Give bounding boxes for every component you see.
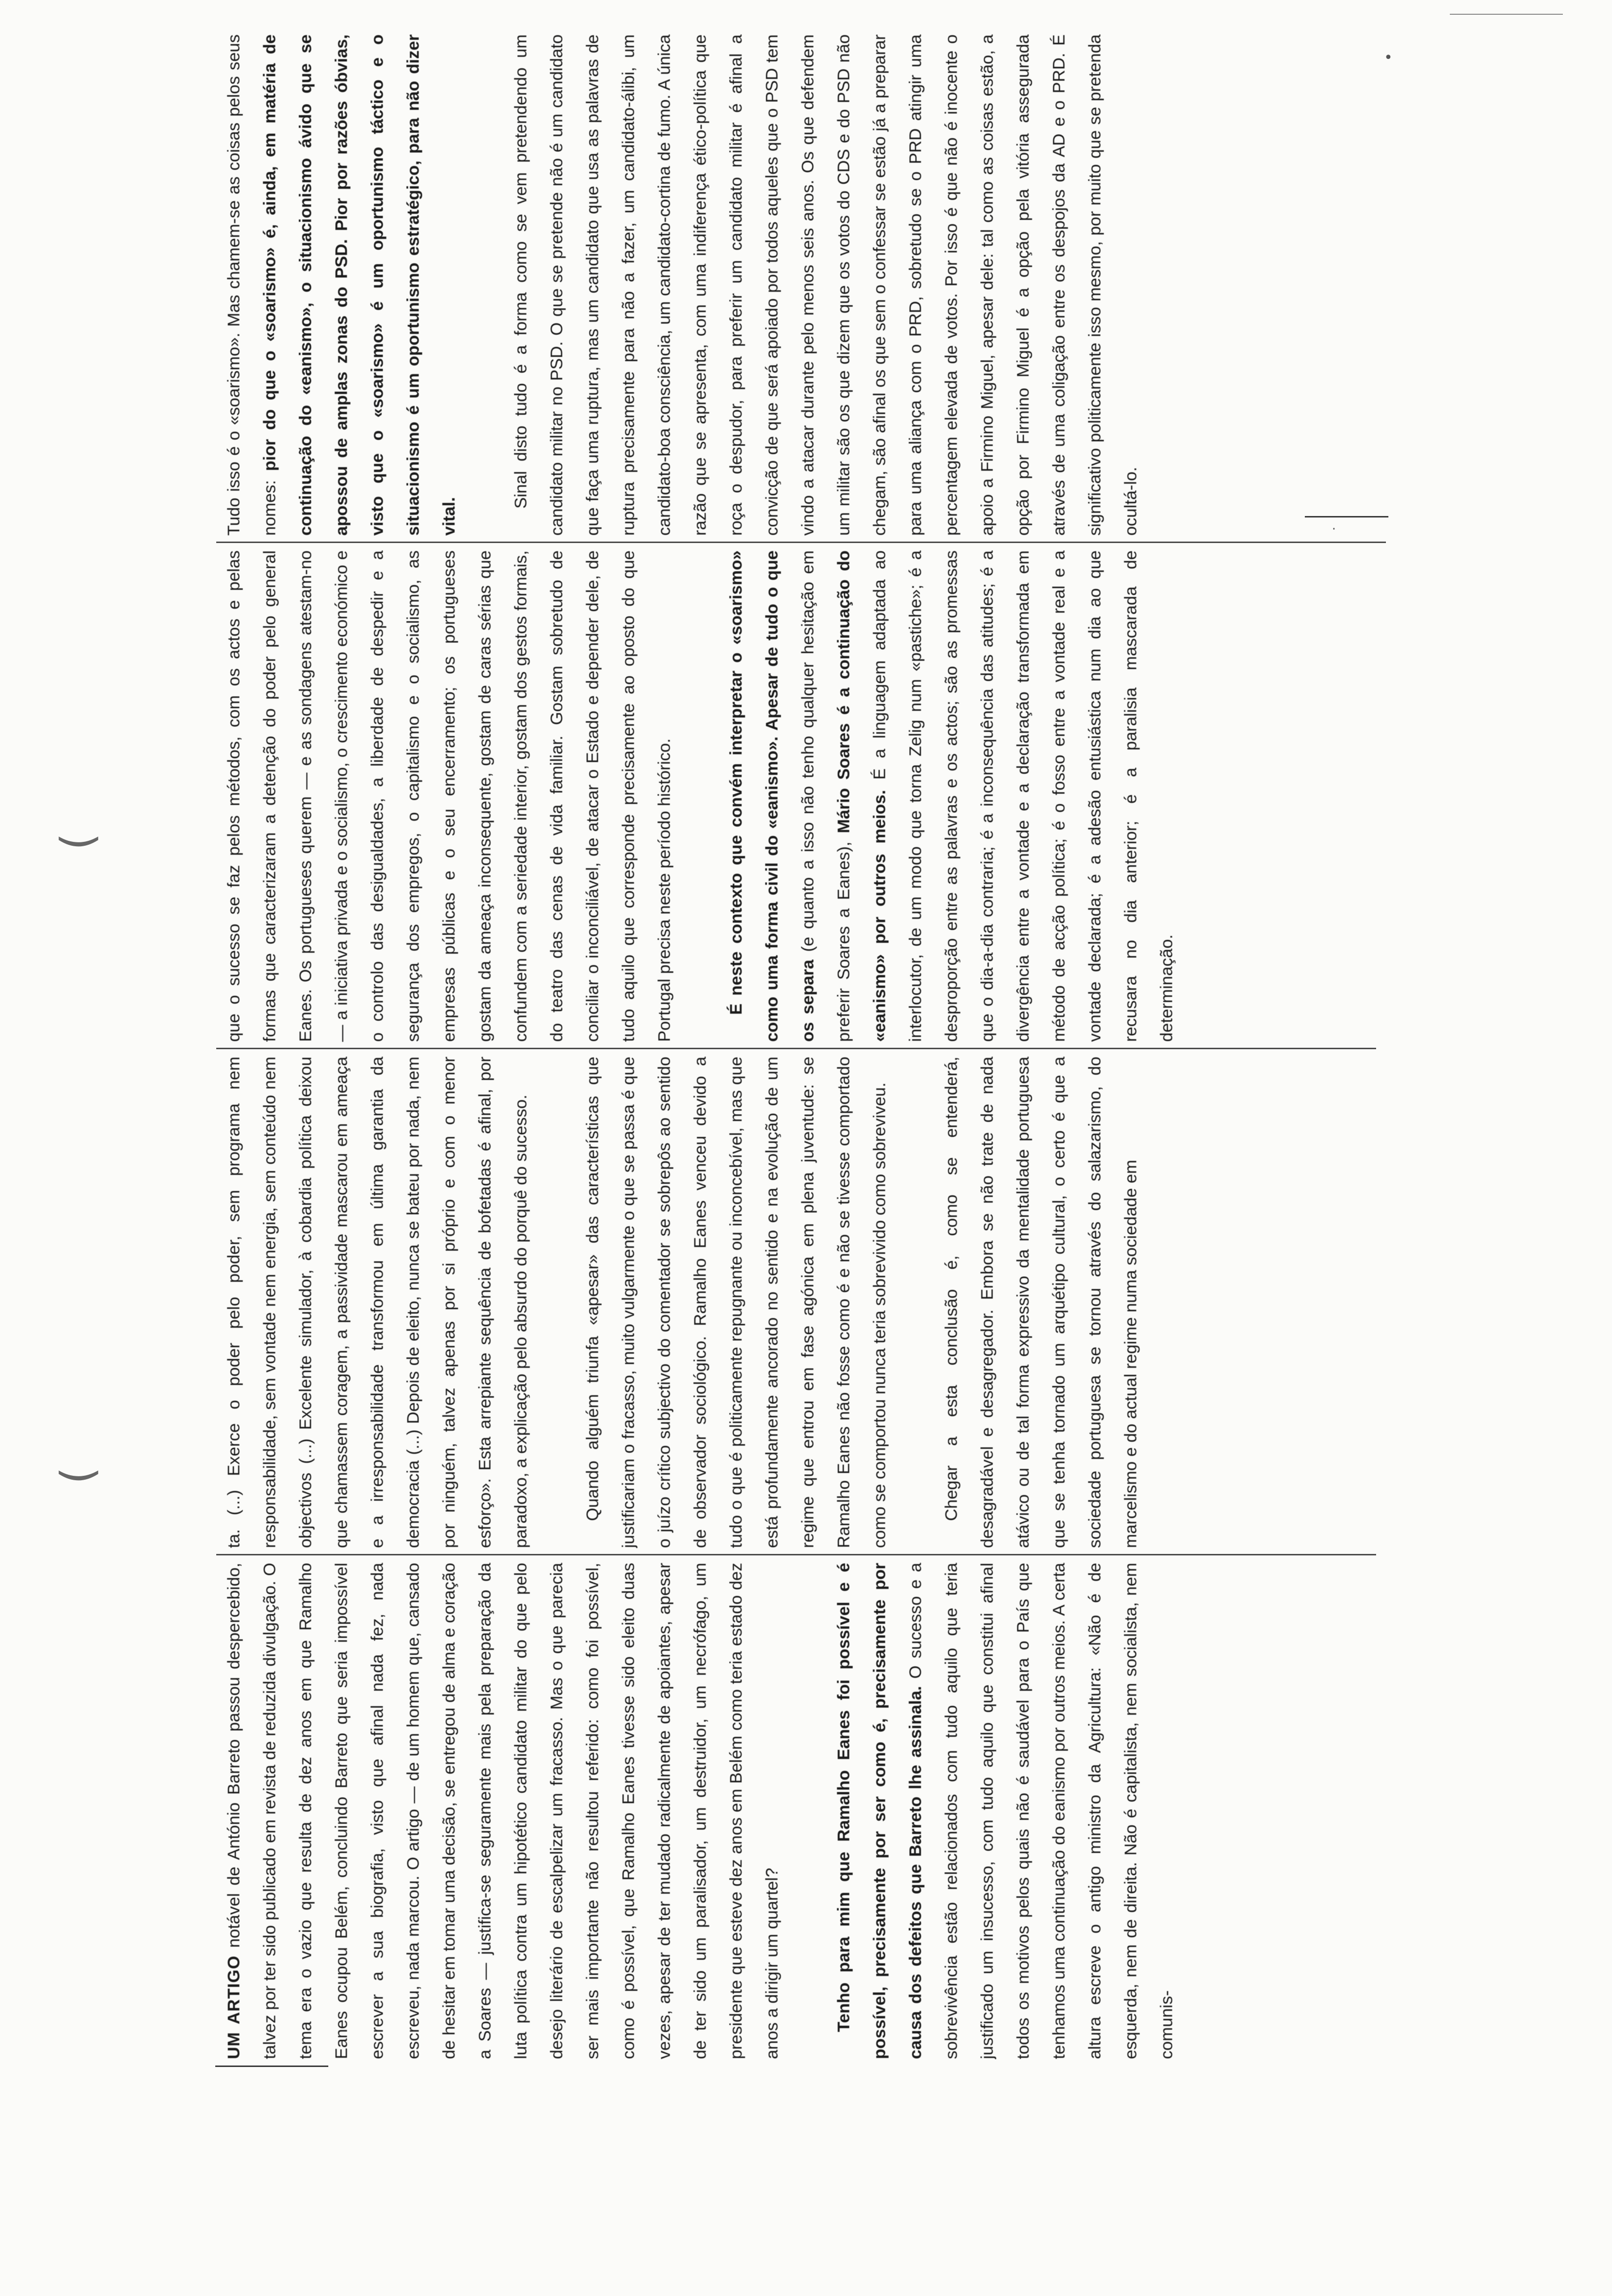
scan-curl-mark: (	[52, 832, 104, 851]
left-margin-rule	[215, 2066, 328, 2067]
top-edge-rule	[1450, 14, 1563, 15]
paragraph: Sinal disto tudo é a forma como se vem pretendendo um candidato militar no PSD. O que se pretende não é um candidato que faça uma ruptura, mas um candidato que usa as palavras de ruptura precisamente para não a fazer, um candidato-álibi, um candidato-boa consciência, um candidato-cortina de fumo. A única razão que se apresenta, com uma indiferença ético-política que roça o despudor, para preferir um candidato militar é afinal a convicção de que será apoiado por todos aqueles que o PSD tem vindo a atacar durante pelo menos seis anos. Os que defendem um militar são os que dizem que os votos do CDS e do PSD não chegam, são afinal os que sem o confessar se estão já a preparar para uma aliança com o PRD, sobretudo se o PRD atingir uma percentagem elevada de votos. Por isso é que não é inocente o apoio a Firmino Miguel, apesar dele: tal como as coisas estão, a opção por Firmino Miguel é a opção pela vitória assegurada através de uma coligação entre os despojos da AD e o PRD. É significativo politicamente isso mesmo, por muito que se pretenda ocultá-lo.	[512, 34, 1140, 536]
paragraph: ta. (...) Exerce o poder pelo poder, sem programa nem responsabilidade, sem vontade nem energia, sem conteúdo nem objectivos (...) Excelente simulador, à cobardia política deixou que chamassem coragem, a passividade mascarou em ameaça e a irresponsabilidade transformou em última garantia da democracia (...) Depois de eleito, nunca se bateu por nada, nem por ninguém, talvez apenas por si próprio e com o menor esforço». Esta arrepiante sequência de bofetadas é afinal, por paradoxo, a explicação pelo absurdo do porquê do sucesso.	[225, 1057, 530, 1548]
paragraph	[216, 1563, 790, 2059]
paragraph	[826, 1563, 1185, 2059]
article-column-4	[216, 34, 1386, 536]
column-divider	[216, 542, 1386, 543]
paragraph-text: notável de António Barreto passou despercebido, talvez por ter sido publicado em revista de reduzida divulgação. O tema era o vazio que resulta de dez anos em que Ramalho Eanes ocupou Belém, concluindo Barreto que seria impossível escrever a sua biografia, visto que afinal nada fez, nada escreveu, nada marcou. O artigo — de um homem que, cansado de hesitar em tomar uma decisão, se entregou de alma e coração a Soares — justifica-se seguramente mais pela preparação da luta política contra um hipotético candidato militar do que pelo desejo literário de escalpelizar um fracasso. Mas o que parecia ser mais importante não resultou referido: como foi possível, como é possível, que Ramalho Eanes tivesse sido eleito duas vezes, apesar de ter mudado radicalmente de apoiantes, apesar de ter sido um paralisador, um destruidor, um necrófago, um presidente que esteve dez anos em Belém como teria estado dez anos a dirigir um quartel?	[225, 1563, 781, 2059]
paragraph: Chegar a esta conclusão é, como se entenderá, desagradável e desagregador. Embora se não trate de nada atávico ou de tal forma expressivo da mentalidade portuguesa que se tenha tornado um arquétipo cultural, o certo é que a sociedade portuguesa se tornou através do salazarismo, do marcelismo e do actual regime numa sociedade em	[942, 1057, 1140, 1548]
paragraph-text: Tudo isso é o «soarismo». Mas chamem-se as coisas pelos seus nomes:	[225, 34, 279, 536]
paragraph: Quando alguém triunfa «apesar» das características que justificariam o fracasso, muito vulgarmente o que se passa é que o juízo crítico subjectivo do comentador se sobrepôs ao sentido de observador sociológico. Ramalho Eanes venceu devido a tudo o que é politicamente repugnante ou inconcebível, mas que está profundamente ancorado no sentido e na evolução de um regime que entrou em fase agónica em plena juventude: se Ramalho Eanes não fosse como é e não se tivesse comportado como se comportou nunca teria sobrevivido como sobreviveu.	[583, 1057, 889, 1548]
bold-passage: É neste contexto que convém interpretar o «soarismo» como uma forma civil do «eanismo». Apesar de tudo o que os separa	[727, 550, 817, 1042]
article-column-3	[216, 550, 1386, 1042]
article-kicker: UM ARTIGO	[225, 1955, 243, 2059]
paragraph-text: O sucesso e a sobrevivência estão relacionados com tudo aquilo que teria justificado um insucesso, com tudo aquilo que constitui afinal todos os motivos pelos quais não é saudável para o País que tenhamos uma continuação do eanismo por outros meios. A certa altura escreve o antigo ministro da Agricultura: «Não é de esquerda, nem de direita. Não é capitalista, nem socialista, nem comunis-	[906, 1563, 1176, 2059]
paragraph	[216, 34, 467, 536]
rotated-article-scan	[216, 25, 1386, 2059]
article-column-1	[216, 1563, 1386, 2059]
paragraph	[719, 550, 1185, 1042]
bold-passage: Mário Soares é a continuação do «eanismo» por outros meios.	[835, 550, 889, 1042]
article-column-2	[216, 1057, 1386, 1548]
paragraph-text: (e quanto a isso não tenho qualquer hesitação em preferir Soares a Eanes),	[799, 550, 853, 1042]
paragraph: que o sucesso se faz pelos métodos, com os actos e pelas formas que caracterizaram a detenção do poder pelo general Eanes. Os portugueses querem — e as sondagens atestam-no — a iniciativa privada e o socialismo, o crescimento económico e o controlo das desigualdades, a liberdade de despedir e a segurança dos empregos, o capitalismo e o socialismo, as empresas públicas e o seu encerramento; os portugueses gostam da ameaça inconsequente, gostam de caras sérias que confundem com a seriedade interior, gostam dos gestos formais, do teatro das cenas de vida familiar. Gostam sobretudo de conciliar o inconciliável, de atacar o Estado e depender dele, de tudo aquilo que corresponde precisamente ao oposto do que Portugal precisa neste período histórico.	[225, 550, 674, 1042]
column-divider	[216, 1554, 1376, 1555]
bold-passage: pior do que o «soarismo» é, ainda, em matéria de continuação do «eanismo», o situacionismo ávido que se apossou de amplas zonas do PSD. Pior por razões óbvias, visto que o «soarismo» é um oportunismo táctico e o situacionismo é um oportunismo estratégico, para não dizer vital.	[260, 34, 459, 536]
scan-speck: •	[1384, 49, 1393, 66]
bold-passage: Tenho para mim que Ramalho Eanes foi possível e é possível, precisamente por ser como é, precisamente por causa dos defeitos que Barreto lhe assinala.	[835, 1563, 925, 2059]
column-end-rule	[1305, 516, 1388, 517]
scan-speck: ·	[1332, 522, 1336, 537]
paragraph-text: É a linguagem adaptada ao interlocutor, de um modo que torna Zelig num «pastiche»; é a desproporção entre as palavras e os actos; são as promessas que o dia-a-dia contraria; é a inconsequência das atitudes; é a divergência entre a vontade e a declaração transformada em método de acção política; é o fosso entre a vontade real e a vontade declarada; é a adesão entusiástica num dia ao que recusara no dia anterior; é a paralisia mascarada de determinação.	[870, 550, 1176, 1042]
column-divider	[216, 1048, 1376, 1049]
scan-curl-mark: (	[52, 1466, 104, 1485]
